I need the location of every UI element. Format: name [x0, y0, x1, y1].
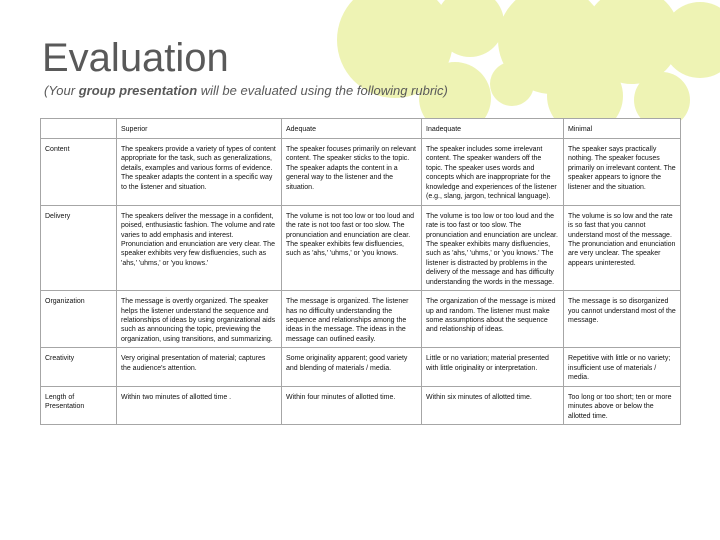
rubric-cell-inadequate: Little or no variation; material presented with little originality or interpretation. — [422, 348, 564, 386]
rubric-cell-superior: The speakers deliver the message in a confident, poised, enthusiastic fashion. The volume and rate varies to add emphasis and interest. Pronunciation and enunciation are very clear. The speaker exhibits very few disfluencies, such as 'ahs,' 'uhms,' or 'you knows.' — [117, 205, 282, 291]
criterion-label: Creativity — [41, 348, 117, 386]
rubric-cell-inadequate: The volume is too low or too loud and the rate is too fast or too slow. The pronunciation and enunciation are unclear. The speaker exhibits many disfluencies, such as 'ahs,' 'uhms,' or 'you knows.' The listener is distracted by problems in the delivery of the message and has difficulty understanding the words in the message. — [422, 205, 564, 291]
rubric-cell-adequate: The volume is not too low or too loud and the rate is not too fast or too slow. The pronunciation and enunciation are clear. The speaker exhibits few disfluencies, such as 'ahs,' 'uhms,' or 'you knows. — [282, 205, 422, 291]
rubric-cell-minimal: The message is so disorganized you cannot understand most of the message. — [564, 291, 681, 348]
rubric-cell-minimal: The volume is so low and the rate is so fast that you cannot understand most of the message. The pronunciation and enunciation are very unclear. The speaker appears uninterested. — [564, 205, 681, 291]
decor-circle — [490, 62, 534, 106]
rubric-cell-superior: Within two minutes of allotted time . — [117, 386, 282, 424]
subtitle-emphasis: group presentation — [78, 83, 198, 98]
subtitle-prefix: (Your — [44, 83, 79, 98]
rubric-cell-inadequate: The speaker includes some irrelevant content. The speaker wanders off the topic. The speaker uses words and concepts which are inappropriate for the knowledge and experiences of the listener (e.g., slang, jargon, technical language). — [422, 139, 564, 206]
criterion-label: Length of Presentation — [41, 386, 117, 424]
rubric-cell-adequate: Some originality apparent; good variety and blending of materials / media. — [282, 348, 422, 386]
rubric-cell-superior: Very original presentation of material; captures the audience's attention. — [117, 348, 282, 386]
rubric-header-row — [41, 119, 681, 139]
rubric-cell-minimal: The speaker says practically nothing. The speaker focuses primarily on irrelevant content. The speaker appears to ignore the listener and the situation. — [564, 139, 681, 206]
rubric-table — [40, 118, 681, 425]
subtitle-suffix: will be evaluated using the following rubric) — [197, 83, 448, 98]
rubric-cell-minimal: Too long or too short; ten or more minutes above or below the allotted time. — [564, 386, 681, 424]
header-cell-adequate: Adequate — [282, 119, 422, 139]
rubric-row-delivery — [41, 205, 681, 291]
rubric-row-length — [41, 386, 681, 424]
slide-title: Evaluation — [42, 36, 229, 80]
rubric-cell-inadequate: Within six minutes of allotted time. — [422, 386, 564, 424]
rubric-cell-superior: The speakers provide a variety of types of content appropriate for the task, such as generalizations, details, examples and various forms of evidence. The speaker adapts the content in a specific way to the listener and situation. — [117, 139, 282, 206]
rubric-cell-inadequate: The organization of the message is mixed up and random. The listener must make some assumptions about the sequence and relationship of ideas. — [422, 291, 564, 348]
rubric-row-organization — [41, 291, 681, 348]
rubric-row-creativity — [41, 348, 681, 386]
rubric-cell-minimal: Repetitive with little or no variety; insufficient use of materials / media. — [564, 348, 681, 386]
rubric-cell-adequate: The speaker focuses primarily on relevant content. The speaker sticks to the topic. The speaker adapts the content in a general way to the listener and the situation. — [282, 139, 422, 206]
rubric-cell-adequate: Within four minutes of allotted time. — [282, 386, 422, 424]
criterion-label: Delivery — [41, 205, 117, 291]
rubric-row-content — [41, 139, 681, 206]
header-cell-superior: Superior — [117, 119, 282, 139]
rubric-cell-adequate: The message is organized. The listener has no difficulty understanding the sequence and relationships among the ideas in the message. The ideas in the message can outlined easily. — [282, 291, 422, 348]
header-cell-minimal: Minimal — [564, 119, 681, 139]
header-cell-inadequate: Inadequate — [422, 119, 564, 139]
criterion-label: Content — [41, 139, 117, 206]
header-cell-criterion — [41, 119, 117, 139]
rubric-cell-superior: The message is overtly organized. The speaker helps the listener understand the sequence and relationships of ideas by using organizational aids such as announcing the topic, previewing the organization, using transitions, and summarizing. — [117, 291, 282, 348]
criterion-label: Organization — [41, 291, 117, 348]
slide-subtitle — [44, 83, 448, 98]
